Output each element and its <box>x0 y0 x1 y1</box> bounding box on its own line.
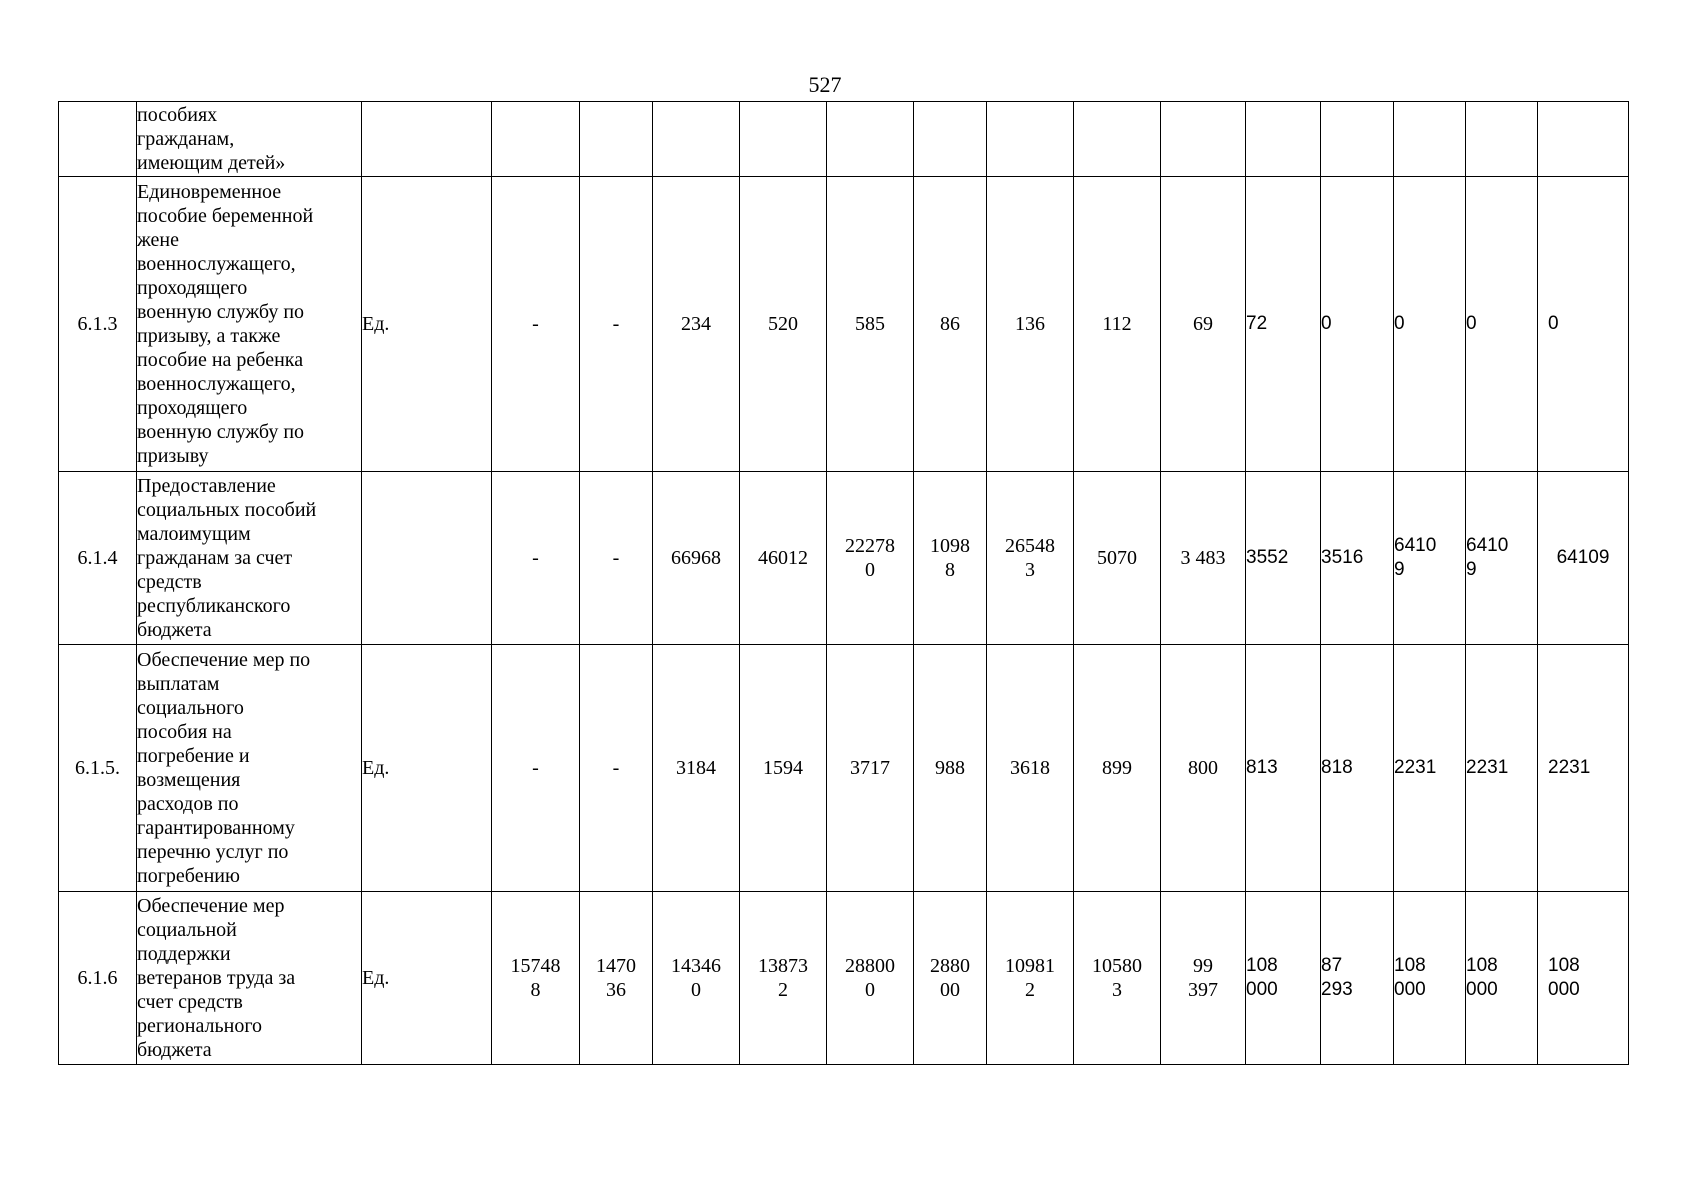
value-cell: 520 <box>740 177 827 472</box>
value-cell <box>580 102 653 177</box>
value-cell: 6410 9 <box>1466 472 1538 645</box>
value-cell: 899 <box>1074 645 1161 892</box>
value-cell: 108 000 <box>1246 892 1321 1065</box>
value-cell <box>827 102 914 177</box>
value-cell <box>1538 102 1629 177</box>
value-cell <box>987 102 1074 177</box>
value-cell <box>1321 102 1394 177</box>
value-cell: 108 000 <box>1394 892 1466 1065</box>
value-cell <box>1246 102 1321 177</box>
value-cell: - <box>580 472 653 645</box>
row-name: пособиях гражданам, имеющим детей» <box>137 102 362 177</box>
value-cell <box>1394 102 1466 177</box>
value-cell: 1098 8 <box>914 472 987 645</box>
value-cell: 66968 <box>653 472 740 645</box>
value-cell: 87 293 <box>1321 892 1394 1065</box>
value-cell: 13873 2 <box>740 892 827 1065</box>
row-number: 6.1.4 <box>59 472 137 645</box>
value-cell: 26548 3 <box>987 472 1074 645</box>
table-row <box>59 472 1629 645</box>
value-cell <box>1161 102 1246 177</box>
value-cell <box>914 102 987 177</box>
value-cell: 28800 0 <box>827 892 914 1065</box>
value-cell <box>653 102 740 177</box>
value-cell: 46012 <box>740 472 827 645</box>
value-cell <box>1074 102 1161 177</box>
row-unit: Ед. <box>362 892 492 1065</box>
row-name: Обеспечение мер социальной поддержки ветеранов труда за счет средств регионального бюджета <box>137 892 362 1065</box>
value-cell: 3717 <box>827 645 914 892</box>
value-cell: 0 <box>1394 177 1466 472</box>
value-cell: 99 397 <box>1161 892 1246 1065</box>
table-row <box>59 102 1629 177</box>
row-number: 6.1.3 <box>59 177 137 472</box>
value-cell: 3184 <box>653 645 740 892</box>
value-cell: 72 <box>1246 177 1321 472</box>
value-cell: 112 <box>1074 177 1161 472</box>
table-row <box>59 892 1629 1065</box>
value-cell <box>492 102 580 177</box>
value-cell: - <box>492 645 580 892</box>
value-cell: 585 <box>827 177 914 472</box>
value-cell: 69 <box>1161 177 1246 472</box>
value-cell: - <box>580 177 653 472</box>
value-cell: 5070 <box>1074 472 1161 645</box>
value-cell: 0 <box>1321 177 1394 472</box>
value-cell: - <box>492 177 580 472</box>
value-cell: 2231 <box>1466 645 1538 892</box>
value-cell: 15748 8 <box>492 892 580 1065</box>
value-cell: 64109 <box>1538 472 1629 645</box>
value-cell: 988 <box>914 645 987 892</box>
value-cell: 10580 3 <box>1074 892 1161 1065</box>
value-cell: 3516 <box>1321 472 1394 645</box>
row-number <box>59 102 137 177</box>
table-row <box>59 177 1629 472</box>
value-cell: 14346 0 <box>653 892 740 1065</box>
value-cell: 2231 <box>1538 645 1629 892</box>
value-cell: 3 483 <box>1161 472 1246 645</box>
table-row <box>59 645 1629 892</box>
value-cell: - <box>492 472 580 645</box>
row-unit <box>362 472 492 645</box>
value-cell: 136 <box>987 177 1074 472</box>
row-number: 6.1.6 <box>59 892 137 1065</box>
value-cell: 2231 <box>1394 645 1466 892</box>
value-cell: 10981 2 <box>987 892 1074 1065</box>
value-cell: 1470 36 <box>580 892 653 1065</box>
value-cell: 86 <box>914 177 987 472</box>
row-unit <box>362 102 492 177</box>
value-cell: 3618 <box>987 645 1074 892</box>
value-cell: 0 <box>1538 177 1629 472</box>
value-cell: 108 000 <box>1466 892 1538 1065</box>
value-cell: 234 <box>653 177 740 472</box>
row-name: Предоставление социальных пособий малоимущим гражданам за счет средств республиканского бюджета <box>137 472 362 645</box>
value-cell: 813 <box>1246 645 1321 892</box>
value-cell: 3552 <box>1246 472 1321 645</box>
value-cell: - <box>580 645 653 892</box>
value-cell: 22278 0 <box>827 472 914 645</box>
row-unit: Ед. <box>362 177 492 472</box>
value-cell: 6410 9 <box>1394 472 1466 645</box>
value-cell: 818 <box>1321 645 1394 892</box>
value-cell: 2880 00 <box>914 892 987 1065</box>
data-table <box>58 101 1629 1065</box>
row-number: 6.1.5. <box>59 645 137 892</box>
value-cell: 108 000 <box>1538 892 1629 1065</box>
page-number: 527 <box>808 72 842 97</box>
value-cell: 800 <box>1161 645 1246 892</box>
row-name: Единовременное пособие беременной жене военнослужащего, проходящего военную службу по призыву, а также пособие на ребенка военнослужащего, проходящего военную службу по призыву <box>137 177 362 472</box>
value-cell: 0 <box>1466 177 1538 472</box>
value-cell: 1594 <box>740 645 827 892</box>
row-name: Обеспечение мер по выплатам социального пособия на погребение и возмещения расходов по гарантированному перечню услуг по погребению <box>137 645 362 892</box>
value-cell <box>1466 102 1538 177</box>
row-unit: Ед. <box>362 645 492 892</box>
value-cell <box>740 102 827 177</box>
